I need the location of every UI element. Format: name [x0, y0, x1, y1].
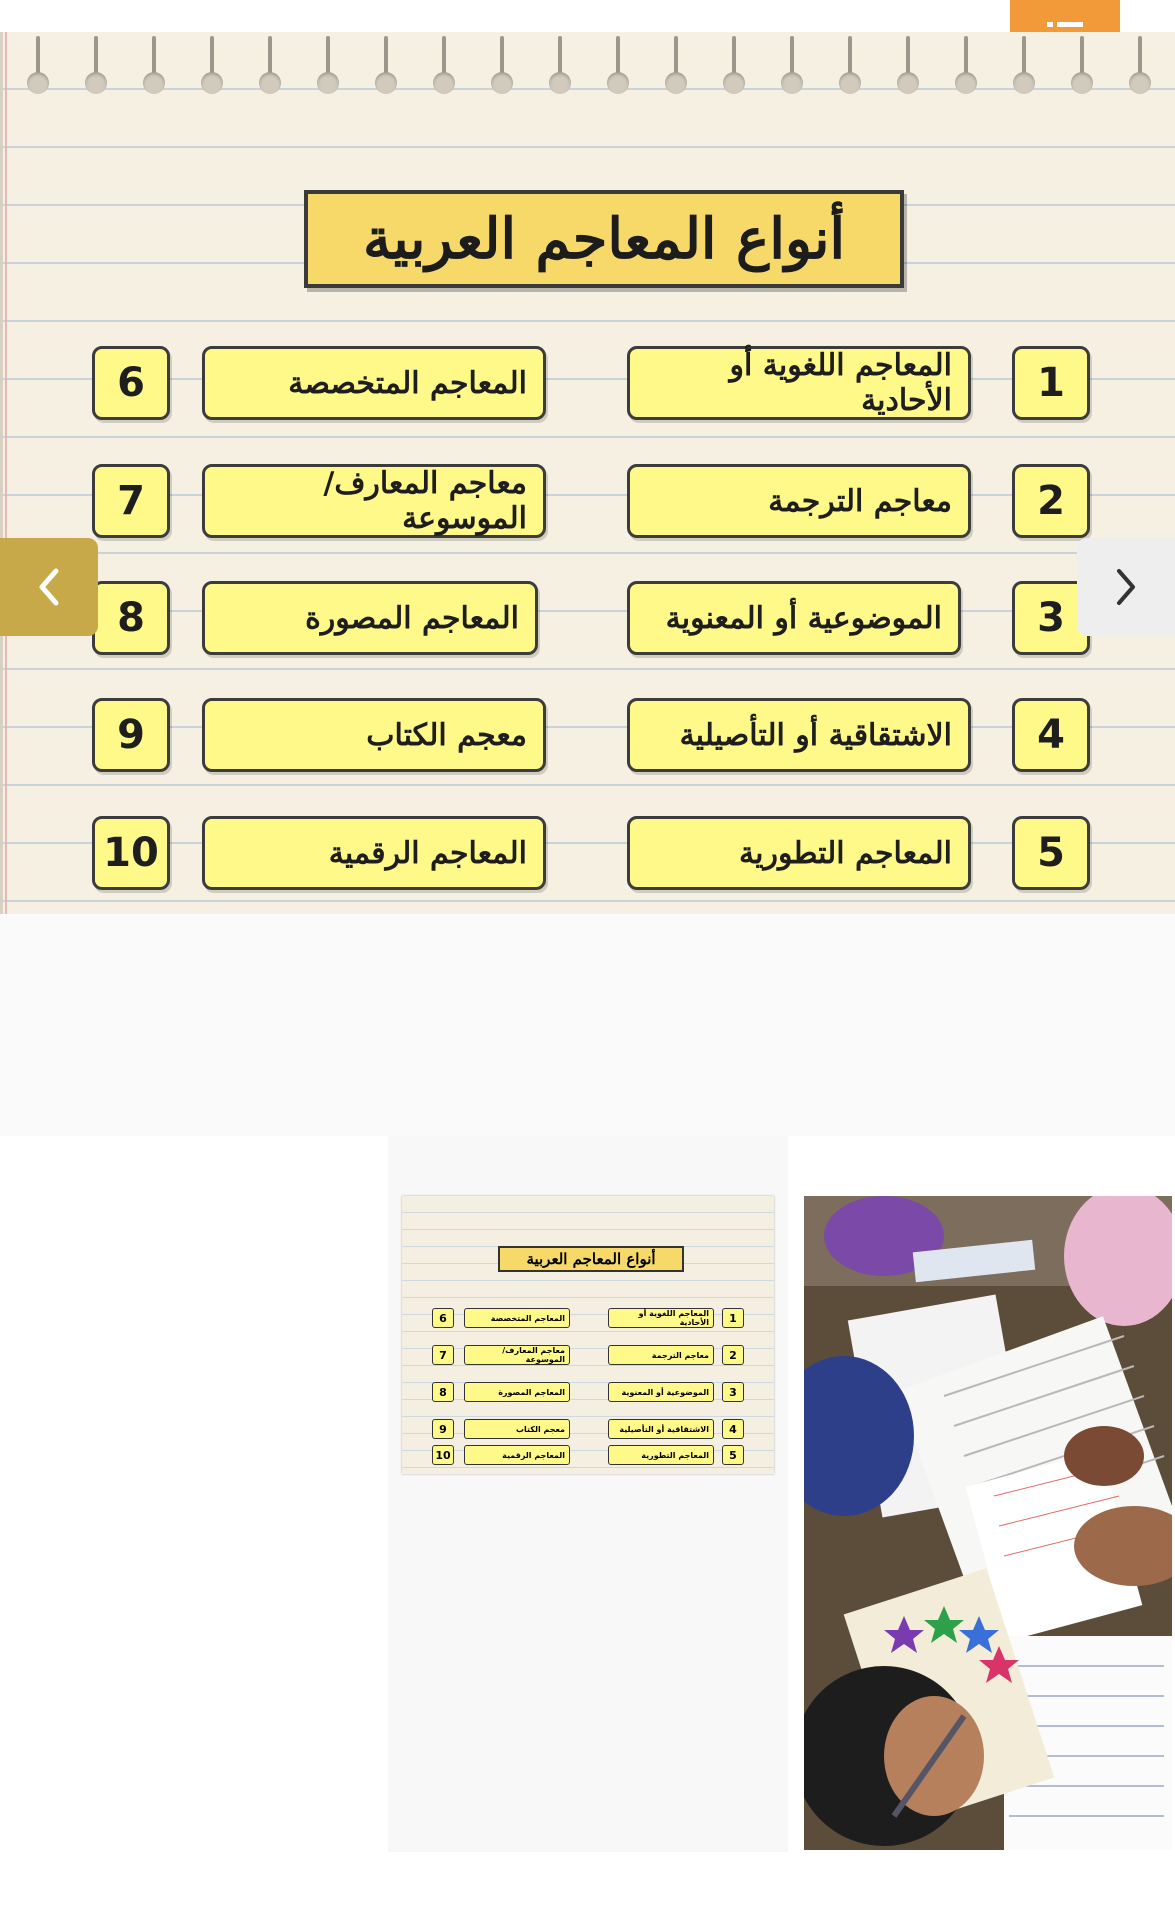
ring-hole [607, 72, 629, 94]
thumbnail-item-label: المعاجم المتخصصة [464, 1308, 570, 1328]
chevron-right-icon [1111, 565, 1141, 609]
prev-slide-button[interactable] [0, 538, 98, 636]
thumbnail-item-number: 3 [722, 1382, 744, 1402]
item-number: 4 [1012, 698, 1090, 772]
item-number: 9 [92, 698, 170, 772]
thumbnail-item-label: الاشتقاقية أو التأصيلية [608, 1419, 714, 1439]
slide-title: أنواع المعاجم العربية [304, 190, 904, 288]
ring-hole [27, 72, 49, 94]
thumbnail-item-label: معاجم الترجمة [608, 1345, 714, 1365]
thumbnail-item-label: المعاجم التطورية [608, 1445, 714, 1465]
notebook-rings [3, 32, 1175, 132]
chevron-left-icon [34, 565, 64, 609]
ring-hole [201, 72, 223, 94]
thumbnail-item-number: 6 [432, 1308, 454, 1328]
hero-slide [0, 32, 1175, 914]
item-label: معاجم المعارف/الموسوعة [202, 464, 546, 538]
ring-hole [955, 72, 977, 94]
ring-hole [1013, 72, 1035, 94]
item-label: المعاجم اللغوية أو الأحادية [627, 346, 971, 420]
classroom-photo-image [804, 1196, 1172, 1850]
thumbnail-item-label: معجم الكتاب [464, 1419, 570, 1439]
item-number: 7 [92, 464, 170, 538]
ring-hole [549, 72, 571, 94]
item-number: 2 [1012, 464, 1090, 538]
thumbnail-item-number: 9 [432, 1419, 454, 1439]
item-label: الموضوعية أو المعنوية [627, 581, 961, 655]
item-number: 6 [92, 346, 170, 420]
thumbnail-item-number: 2 [722, 1345, 744, 1365]
thumbnail-item-label: المعاجم الرقمية [464, 1445, 570, 1465]
ring-hole [897, 72, 919, 94]
ring-hole [665, 72, 687, 94]
ring-hole [143, 72, 165, 94]
ring-hole [433, 72, 455, 94]
thumbnail-item-number: 8 [432, 1382, 454, 1402]
item-label: معجم الكتاب [202, 698, 546, 772]
ring-hole [491, 72, 513, 94]
item-number: 3 [1012, 581, 1090, 655]
item-label: المعاجم المتخصصة [202, 346, 546, 420]
thumbnail-item-label: الموضوعية أو المعنوية [608, 1382, 714, 1402]
ring-hole [781, 72, 803, 94]
item-label: المعاجم الرقمية [202, 816, 546, 890]
thumbnail-item-number: 4 [722, 1419, 744, 1439]
ring-hole [723, 72, 745, 94]
thumbnail-item-number: 10 [432, 1445, 454, 1465]
ring-hole [839, 72, 861, 94]
thumbnail-item-label: معاجم المعارف/الموسوعة [464, 1345, 570, 1365]
thumbnail-title: أنواع المعاجم العربية [498, 1246, 684, 1272]
thumbnail-item-label: المعاجم اللغوية أو الأحادية [608, 1308, 714, 1328]
item-number: 5 [1012, 816, 1090, 890]
thumbnail-item-number: 1 [722, 1308, 744, 1328]
item-number: 8 [92, 581, 170, 655]
item-number: 10 [92, 816, 170, 890]
ring-hole [317, 72, 339, 94]
item-label: معاجم الترجمة [627, 464, 971, 538]
thumbnail-item-number: 5 [722, 1445, 744, 1465]
ring-hole [1129, 72, 1151, 94]
item-label: المعاجم المصورة [202, 581, 538, 655]
ring-hole [1071, 72, 1093, 94]
ring-hole [85, 72, 107, 94]
thumbnail-item-number: 7 [432, 1345, 454, 1365]
thumbnail-item-label: المعاجم المصورة [464, 1382, 570, 1402]
ring-hole [375, 72, 397, 94]
item-label: الاشتقاقية أو التأصيلية [627, 698, 971, 772]
item-label: المعاجم التطورية [627, 816, 971, 890]
thumbnail-classroom-photo[interactable] [804, 1196, 1172, 1850]
margin-line [5, 32, 7, 914]
item-number: 1 [1012, 346, 1090, 420]
ring-hole [259, 72, 281, 94]
next-slide-button[interactable] [1077, 538, 1175, 636]
thumbnail-dictionaries[interactable] [402, 1196, 774, 1474]
spacer [0, 914, 1175, 1136]
